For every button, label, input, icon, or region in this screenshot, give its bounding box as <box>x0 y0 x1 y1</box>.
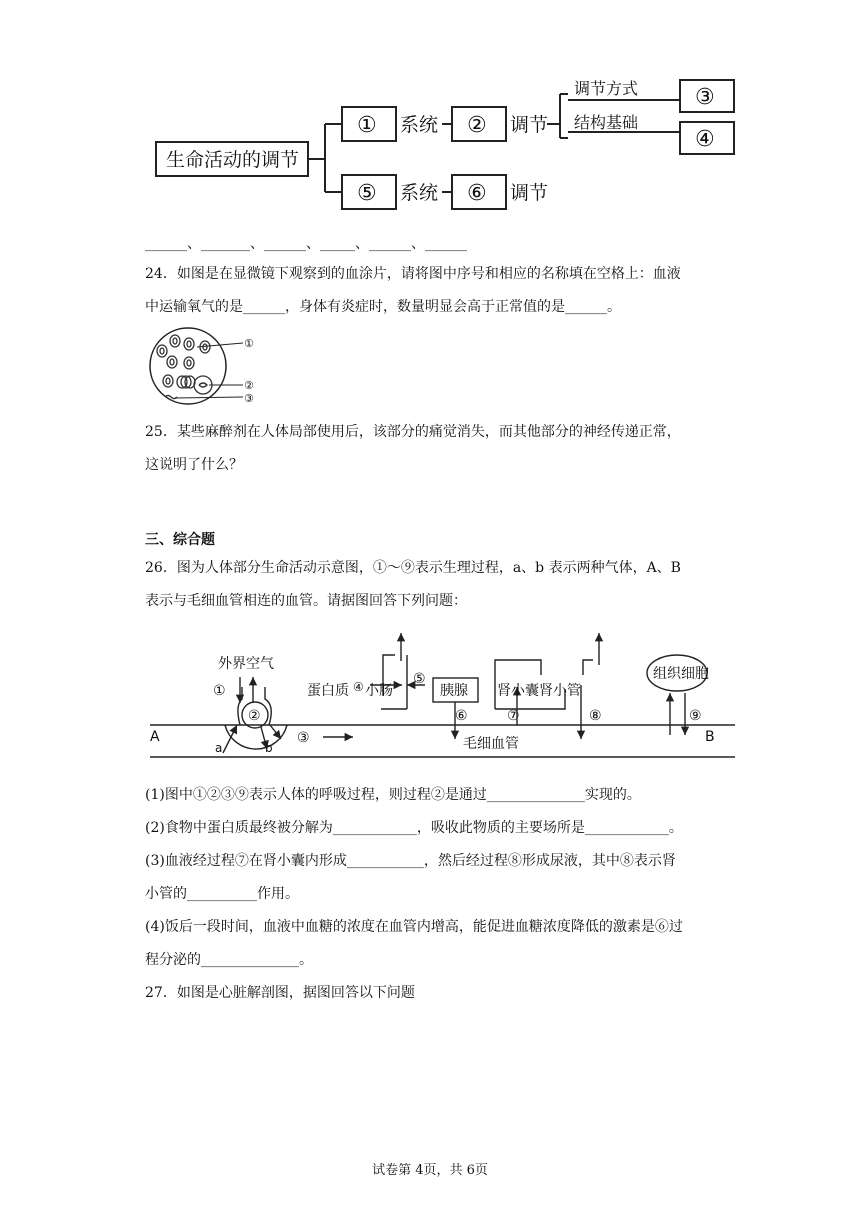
q24-line2: 中运输氧气的是______，身体有炎症时，数量明显会高于正常值的是______。 <box>145 299 621 315</box>
box6-num: ⑥ <box>467 181 487 206</box>
q27-line: 27．如图是心脏解剖图，据图回答以下问题 <box>145 985 415 1001</box>
label-glomerulus-capsule: 肾小囊 <box>497 683 539 699</box>
label-A: A <box>150 729 160 745</box>
label-n4: ④ <box>353 680 364 694</box>
label-regulation-2: 调节 <box>510 114 549 136</box>
section-heading: 三、综合题 <box>145 532 215 548</box>
page-footer: 试卷第 4页，共 6页 <box>372 1163 488 1178</box>
label-regulation-mode: 调节方式 <box>574 79 639 98</box>
box4-num: ④ <box>695 127 715 152</box>
blood-smear-figure <box>145 325 270 410</box>
box2-num: ② <box>467 113 487 138</box>
label-system-5: 系统 <box>400 182 439 204</box>
box1-num: ① <box>357 113 377 138</box>
label-n5: ⑤ <box>413 671 426 687</box>
label-B: B <box>705 729 715 745</box>
q26-sub1: (1)图中①②③⑨表示人体的呼吸过程，则过程②是通过______________实现的。 <box>145 787 641 803</box>
label-n3: ③ <box>297 730 310 746</box>
label-small-intestine: 小肠 <box>365 683 393 699</box>
q25-line1: 25．某些麻醉剂在人体局部使用后，该部分的痛觉消失，而其他部分的神经传递正常， <box>145 424 681 440</box>
label-a: a <box>215 741 223 755</box>
label-capillary: 毛细血管 <box>463 736 519 752</box>
q24-line1: 24．如图是在显微镜下观察到的血涂片，请将图中序号和相应的名称填在空格上：血液 <box>145 266 681 282</box>
q25-line2: 这说明了什么？ <box>145 457 243 473</box>
label-structural-basis: 结构基础 <box>574 113 639 132</box>
label-n1: ① <box>213 683 226 699</box>
smear-label-1: ① <box>244 337 254 350</box>
label-n7: ⑦ <box>507 708 520 724</box>
root-label: 生命活动的调节 <box>166 149 300 171</box>
q26-sub4-line2: 程分泌的______________。 <box>145 952 313 968</box>
label-n6: ⑥ <box>455 708 468 724</box>
q26-sub2: (2)食物中蛋白质最终被分解为____________，吸收此物质的主要场所是____________。 <box>145 820 683 836</box>
q26-line2: 表示与毛细血管相连的血管。请据图回答下列问题： <box>145 593 467 609</box>
label-b: b <box>265 741 273 755</box>
label-n2: ② <box>248 708 261 724</box>
label-n8: ⑧ <box>589 708 602 724</box>
label-system-1: 系统 <box>400 114 439 136</box>
label-protein: 蛋白质 <box>307 683 349 699</box>
label-renal-tubule: 肾小管 <box>539 683 581 699</box>
q26-sub3-line2: 小管的__________作用。 <box>145 886 299 902</box>
smear-label-3: ③ <box>244 392 254 405</box>
label-pancreas: 胰腺 <box>440 683 468 699</box>
q26-sub3-line1: (3)血液经过程⑦在肾小囊内形成___________，然后经过程⑧形成尿液，其中⑧表示肾 <box>145 853 676 869</box>
q26-sub4-line1: (4)饭后一段时间，血液中血糖的浓度在血管内增高，能促进血糖浓度降低的激素是⑥过 <box>145 919 683 935</box>
box5-num: ⑤ <box>357 181 377 206</box>
label-n9: ⑨ <box>689 708 702 724</box>
regulation-diagram <box>150 70 750 220</box>
q26-line1: 26．图为人体部分生命活动示意图，①～⑨表示生理过程，a、b 表示两种气体，A、B <box>145 560 681 576</box>
label-regulation-6: 调节 <box>510 182 549 204</box>
label-outside-air: 外界空气 <box>218 656 274 672</box>
box3-num: ③ <box>695 85 715 110</box>
q23-answer-blanks: ______、_______、______、_____、______、______ <box>145 236 467 252</box>
physiology-diagram <box>145 625 745 765</box>
label-tissue-cell: 组织细胞 <box>653 666 709 682</box>
smear-label-2: ② <box>244 379 254 392</box>
